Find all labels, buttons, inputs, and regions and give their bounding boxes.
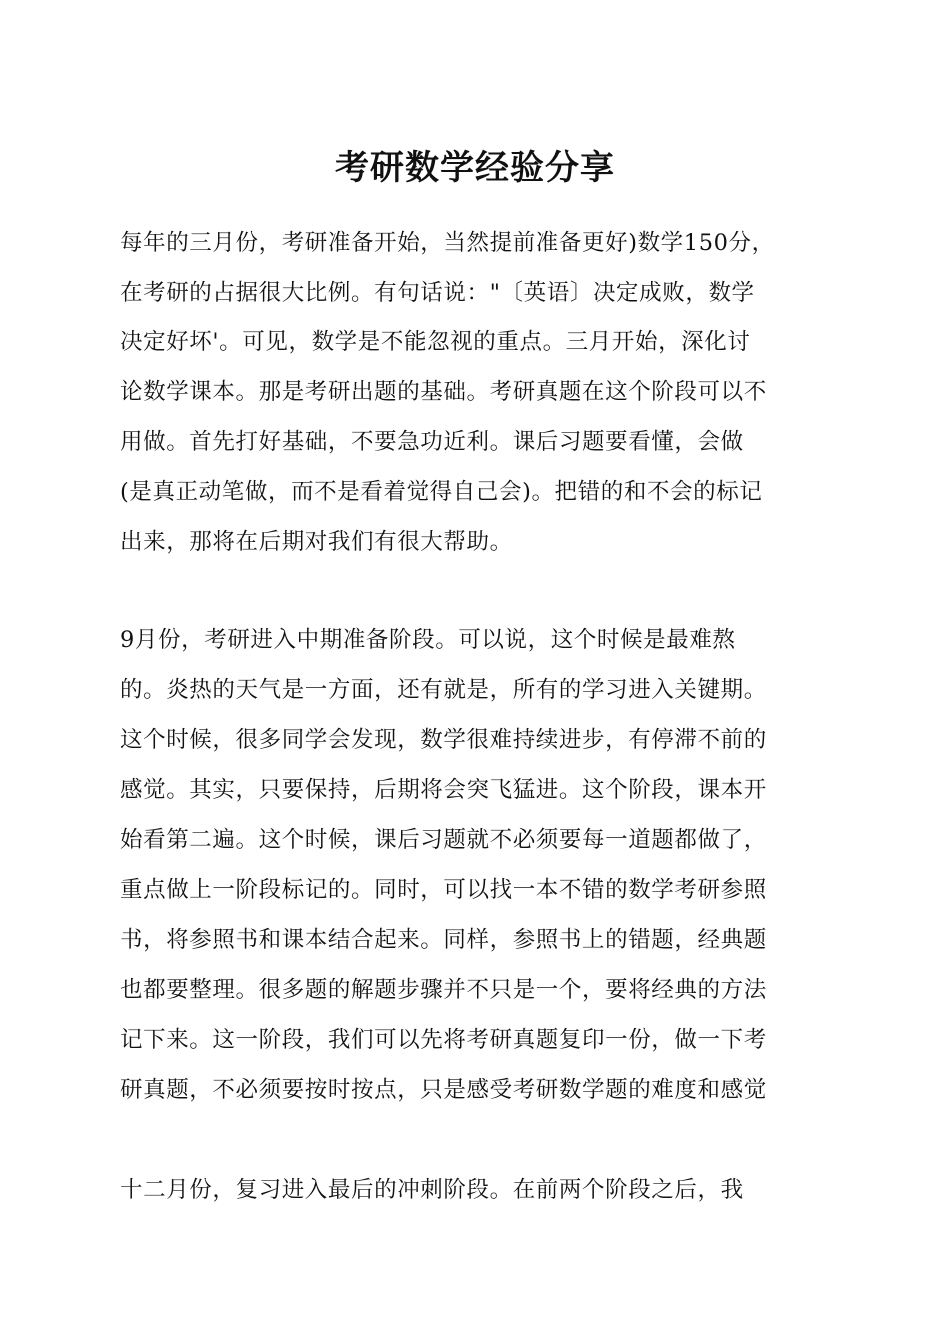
text-line: 始看第二遍。这个时候，课后习题就不必须要每一道题都做了， <box>120 827 767 853</box>
text-line: 的。炎热的天气是一方面，还有就是，所有的学习进入关键期。 <box>120 677 767 703</box>
text-line: 书，将参照书和课本结合起来。同样，参照书上的错题，经典题 <box>120 927 767 953</box>
text-line: 出来，那将在后期对我们有很大帮助。 <box>120 529 513 555</box>
text-line: 记下来。这一阶段，我们可以先将考研真题复印一份，做一下考 <box>120 1027 767 1053</box>
text-line: 感觉。其实，只要保持，后期将会突飞猛进。这个阶段，课本开 <box>120 777 767 803</box>
text-line: 重点做上一阶段标记的。同时，可以找一本不错的数学考研参照 <box>120 877 767 903</box>
text-line: 研真题，不必须要按时按点，只是感受考研数学题的难度和感觉 <box>120 1077 767 1103</box>
text-line: 9月份，考研进入中期准备阶段。可以说，这个时候是最难熬 <box>120 627 736 653</box>
text-line: 用做。首先打好基础，不要急功近利。课后习题要看懂，会做 <box>120 429 744 455</box>
document-title: 考研数学经验分享 <box>335 148 615 188</box>
text-line: 每年的三月份，考研准备开始，当然提前准备更好)数学150分， <box>120 230 775 256</box>
text-line: 十二月份，复习进入最后的冲刺阶段。在前两个阶段之后，我 <box>120 1177 744 1203</box>
text-line: (是真正动笔做，而不是看着觉得自己会)。把错的和不会的标记 <box>120 479 763 505</box>
text-line: 决定好坏'。可见，数学是不能忽视的重点。三月开始，深化讨 <box>120 329 751 355</box>
text-line: 这个时候，很多同学会发现，数学很难持续进步，有停滞不前的 <box>120 727 767 753</box>
text-line: 在考研的占据很大比例。有句话说："〔英语〕决定成败，数学 <box>120 280 755 306</box>
text-line: 论数学课本。那是考研出题的基础。考研真题在这个阶段可以不 <box>120 379 767 405</box>
text-line: 也都要整理。很多题的解题步骤并不只是一个，要将经典的方法 <box>120 977 767 1003</box>
